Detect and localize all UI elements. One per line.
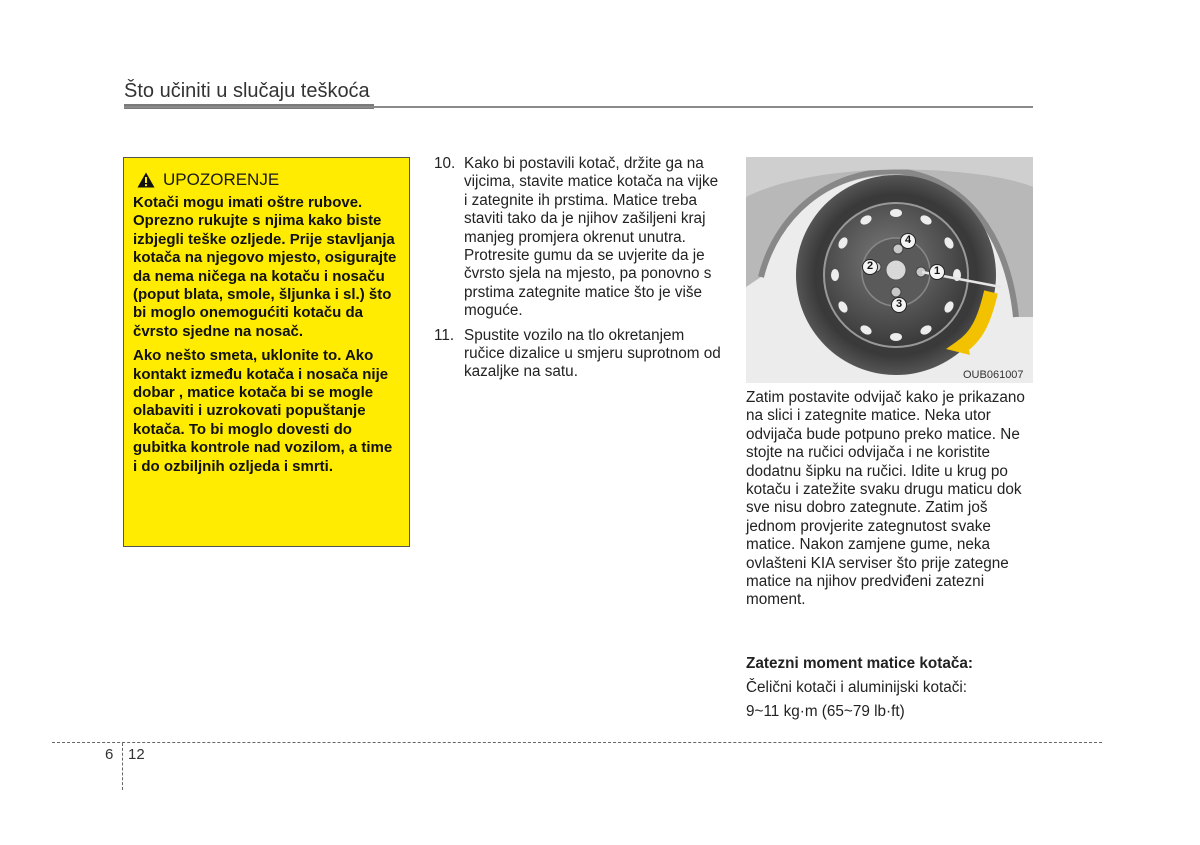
- instruction-paragraph: Zatim postavite odvijač kako je prikazano na slici i zategnite matice. Neka utor odvijača bude potpuno preko matice. Ne stojte na ručici odvijača i ne koristite dodatnu šipku na ručici. Idite u krug po kotaču i zatežite svaku drugu maticu dok sve nisu dobro zategnute. Zatim još jednom provjerite zategnutost svake matice. Nakon zamjene gume, neka ovlašteni KIA serviser što prije zategne matice na njihov predviđeni zatezni moment.: [746, 389, 1025, 609]
- header-rule: [124, 106, 1033, 108]
- step-text: Spustite vozilo na tlo okretanjem ručice dizalice u smjeru suprotnom od kazaljke na satu.: [464, 326, 721, 381]
- steps-list: [434, 155, 724, 388]
- wheel-drawing: [746, 157, 1033, 383]
- step-number: 10.: [434, 155, 456, 172]
- page-number: 12: [128, 746, 145, 763]
- list-item: [434, 327, 724, 382]
- warning-title: UPOZORENJE: [163, 170, 280, 189]
- step-text: Kako bi postavili kotač, držite ga na vijcima, stavite matice kotača na vijke i zategnite ih prstima. Matice treba staviti tako da je njihov zašiljeni kraj manjeg promjera okrenut unutra. Protresite gumu da se uvjerite da je čvrsto sjela na mjesto, pa ponovno s prstima zategnite matice što je više moguće.: [464, 155, 719, 320]
- chapter-number: 6: [105, 746, 114, 763]
- list-item: [434, 155, 724, 321]
- nut-label-3: 3: [891, 297, 907, 313]
- warning-triangle-icon: [137, 172, 155, 188]
- torque-value: 9~11 kg·m (65~79 lb·ft): [746, 703, 905, 720]
- step-number: 11.: [434, 326, 455, 344]
- warning-box: [123, 157, 410, 547]
- page-header-title: Što učiniti u slučaju teškoća: [124, 80, 370, 102]
- wheel-illustration: [746, 157, 1033, 383]
- nut-label-4: 4: [900, 233, 916, 249]
- torque-wheel-types: Čelični kotači i aluminijski kotači:: [746, 679, 968, 696]
- warning-paragraph-2: Ako nešto smeta, uklonite to. Ako kontakt između kotača i nosača nije dobar , matice kotača bi se mogle olabaviti i uzrokovati popuštanje kotača. To bi moglo dovesti do gubitka kontrole nad vozilom, a time i do ozbiljnih ozljeda i smrti.: [133, 347, 393, 475]
- nut-label-1: 1: [929, 264, 945, 280]
- warning-paragraph-1: Kotači mogu imati oštre rubove. Oprezno rukujte s njima kako biste izbjegli teške ozljede. Prije stavljanja kotača na njegovo mjesto, osigurajte da nema ničega na kotaču i nosaču (poput blata, smole, šljunka i sl.) što bi moglo onemogućiti kotaču da čvrsto sjedne na nosač.: [133, 194, 397, 340]
- warning-heading: [133, 170, 400, 190]
- torque-heading: Zatezni moment matice kotača:: [746, 655, 973, 672]
- nut-label-2: 2: [862, 259, 878, 275]
- figure-code: OUB061007: [963, 369, 1024, 381]
- footer-divider: [122, 743, 123, 790]
- footer-rule: [52, 742, 1102, 743]
